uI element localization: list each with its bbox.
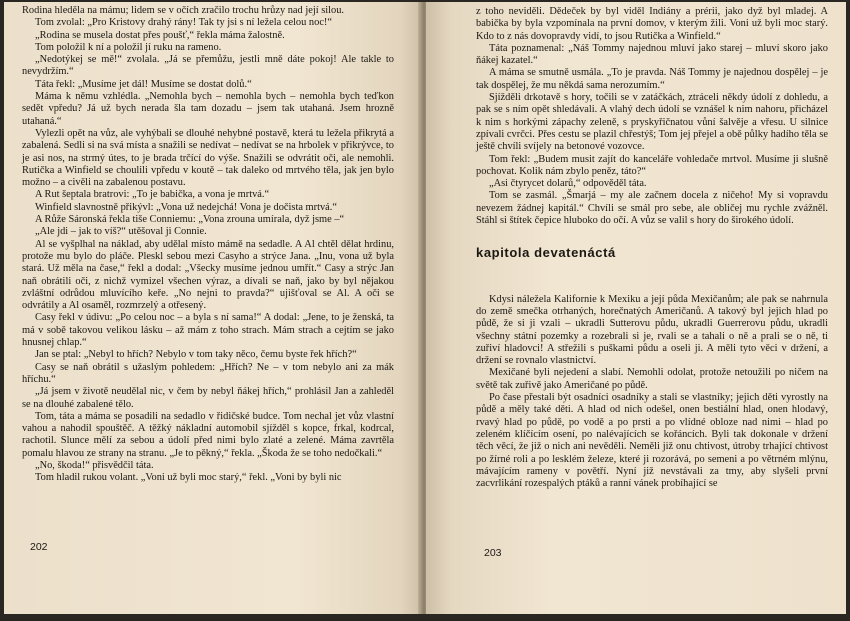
paragraph: „Asi čtyrycet dolarů,“ odpověděl táta. (489, 178, 647, 190)
paragraph: Winfield slavnostně přikývl: „Vona už nedejchá! Vona je dočista mrtvá.“ (35, 201, 337, 213)
paragraph: Tom položil k ní a položil jí ruku na rameno. (35, 41, 222, 53)
chapter-title: kapitola devatenáctá (476, 245, 616, 261)
paragraph: Rodina hleděla na mámu; lidem se v očích zračilo trochu hrůzy nad její silou. (22, 5, 345, 16)
paragraph: Tom zvolal: „Pro Kristovy drahý rány! Tak ty jsi s ní ležela celou noc!“ (35, 17, 332, 29)
right-page-paragraphs-before (476, 6, 828, 227)
paragraph: Tom řekl: „Budem musit zajít do kanceláře vohledače mrtvol. Musíme ji slušně pochovat. Kolik nám zbylo peněz, táto?“ (476, 153, 828, 177)
right-page-text (476, 6, 828, 490)
paragraph: Al se vyšplhal na náklad, aby udělal místo mámě na sedadle. A Al chtěl dělat hrdinu, protože mu bylo do pláče. Pleskl sebou mezi Casyho a strýce Jana. „Inu, vona už byla stará. Už měla na čase,“ řekl a dodal: „Všecky musíme jednou umřít.“ Casy a strýc Jan naň obrátili oči, z nichž vymizel všechen výraz, a dívali se naň, jako by byl nějakou zvláštní odrůdou mluvícího keře. „No nejni to pravda?“ ujišťoval se Al. A oči se odvrátily a Al osaměl, rozmrzelý a otřesený. (22, 238, 394, 312)
paragraph: Mexičané byli nejedení a slabí. Nemohli odolat, protože netoužili po ničem na světě tak zuřivě jako Američané po půdě. (476, 367, 828, 391)
left-page-number: 202 (30, 541, 48, 553)
left-page-text (22, 5, 394, 485)
book-spread (4, 2, 846, 618)
left-page (4, 2, 422, 614)
paragraph: „Ale jdi – jak to víš?“ utěšoval ji Connie. (35, 226, 207, 238)
right-page (426, 2, 846, 614)
paragraph: Tom se zasmál. „Šmarjá – my ale začnem docela z ničeho! My si vopravdu nevezem žádnej kapitál.“ Chvíli se smál pro sebe, ale obličej mu rychle zvážněl. Stáhl si štítek čepice hluboko do očí. A vůz se valil s hory do širokého údolí. (476, 190, 828, 227)
paragraph: „Nedotýkej se mě!“ zvolala. „Já se přemůžu, jestli mně dáte pokoj! Ale takle to nevydržím.“ (22, 54, 394, 78)
paragraph: Vylezli opět na vůz, ale vyhýbali se dlouhé nehybné postavě, která tu ležela přikrytá a zabalená. Sedli si na svá místa a snažili se nedívat – nedívat se na hrbolek v přikrývce, to je asi nos, na strmý útes, to je brada trčící do výše. Snažili se odvrátit oči, ale nemohli. Rutička a Winfield se choulili vpředu v koutě – tak daleko od mrtvého těla, jak jen bylo možno – a civěli na zabalenou postavu. (22, 127, 394, 189)
paragraph: Sjížděli drkotavě s hory, točili se v zatáčkách, ztráceli někdy údolí z dohledu, a pak se s ním opět shledávali. A vlahý dech údolí se vznášel k nim nahoru, přicházel k nim s horkými zápachy zeleně, s pryskyřičnatou vůní šalvěje a vřesu. U silnice zpívali cvrčci. Přes cestu se plazil chřestýš; Tom jej přejel a obě půlky hadího těla se ještě chvíli svíjely na betonové vozovce. (476, 92, 828, 153)
right-page-paragraphs-after (476, 294, 828, 491)
paragraph: A Růže Sáronská řekla tiše Conniemu: „Vona zrouna umírala, dyž jsme –“ (35, 214, 345, 226)
paragraph: Casy řekl v údivu: „Po celou noc – a byla s ní sama!“ A dodal: „Jene, to je ženská, ta má v sobě takovou velikou lásku – až mám z toho strach. Mám strach a cejtím se jako hnusnej chlap.“ (22, 312, 394, 349)
paragraph: A máma se smutně usmála. „To je pravda. Náš Tommy je najednou dospělej – je tak dospělej, že mu někdá sama nerozumím.“ (476, 67, 828, 91)
paragraph: A Rut šeptala bratrovi: „To je babička, a vona je mrtvá.“ (35, 189, 270, 201)
right-page-number: 203 (484, 547, 502, 559)
paragraph: „Já jsem v životě neudělal nic, v čem by nebyl ňákej hřích,“ prohlásil Jan a zahleděl se na dlouhé zabalené tělo. (22, 386, 394, 410)
paragraph: z toho neviděli. Dědeček by byl viděl Indiány a prérii, jako dyž byl mladej. A babička by byla vzpomínala na první domov, v kterým žili. Voni už byli moc starý. Kdo to z nás dovopravdy vidí, to jsou Rutička a Winfield.“ (476, 6, 828, 42)
paragraph: „Rodina se musela dostat přes poušť,“ řekla máma žalostně. (35, 29, 285, 41)
paragraph: Tom, táta a máma se posadili na sedadlo v řidičské budce. Tom nechal jet vůz vlastní vahou a nahodil spouštěč. A těžký nákladní automobil sjížděl s kopce, frkal, kodrcal, rachotil. Slunce mělí za sebou a údolí před nimi bylo zlaté a zelené. Máma zavrtěla pomalu hlavou ze strany na stranu. „Je to pěkný,“ řekla. „Škoda že se toho nedočkali.“ (22, 410, 394, 459)
paragraph: „No, škoda!“ přisvědčil táta. (35, 459, 154, 471)
paragraph: Casy se naň obrátil s užaslým pohledem: „Hřích? Ne – v tom nebylo ani za mák hříchu.“ (22, 361, 394, 385)
paragraph: Jan se ptal: „Nebyl to hřích? Nebylo v tom taky něco, čemu byste řek hřích?“ (35, 349, 357, 361)
paragraph: Táta poznamenal: „Náš Tommy najednou mluví jako starej – mluví skoro jako ňákej kazatel.“ (476, 42, 828, 67)
paragraph: Táta řekl: „Musíme jet dál! Musíme se dostat dolů.“ (35, 78, 252, 90)
paragraph: Máma k němu vzhlédla. „Nemohla bych – nemohla bych – nemohla bych teďkon sedět vpředu? Já už bych nerada šla tam dozadu – jsem tak utahaná. Jsem hrozně utahaná.“ (22, 91, 394, 127)
paragraph: Tom hladil rukou volant. „Voni už byli moc starý,“ řekl. „Voni by byli nic (35, 472, 342, 484)
paragraph: Po čase přestali být osadníci osadníky a stali se vlastníky; jejich děti vyrostly na půdě a měly také děti. A hlad od nich odešel, onen bestiální hlad, onen hlodavý, rvavý hlad po půdě, po vodě a po prsti a po vlídné obloze nad nimi – hlad po zeleném klíčícím osení, po nalévajících se kořáncích. Byli tak dokonale v držení těch věcí, že již o nich ani nevěděli. Neměli již onu chtivost, útroby trhající chtivost po žírné roli a po lesklém železe, které ji rozorává, po semeni a po větrném mlýnu, mávajícím rameny v povětří. Nyní již nevstávali za tmy, aby slyšeli první zacvrlikání rozespalých ptáků a ranní vánek probíhající se (476, 392, 828, 490)
paragraph: Kdysi náležela Kalifornie k Mexiku a její půda Mexičanům; ale pak se nahrnula do země smečka otrhaných, horečnatých Američanů. A takový byl jejich hlad po půdě, že si ji vzali – ukradli Sutterovu půdu, ukradli Guerrerovu půdu, ukradli všechny státní pozemky a rozebrali si je, rvali se a tahali o ně a prali se o ně, ti zuřiví hladovci! A střežili s puškami půdu a oseli ji. A měli tyto věci v držení, a držení se rovnalo vlastnictví. (476, 293, 828, 367)
